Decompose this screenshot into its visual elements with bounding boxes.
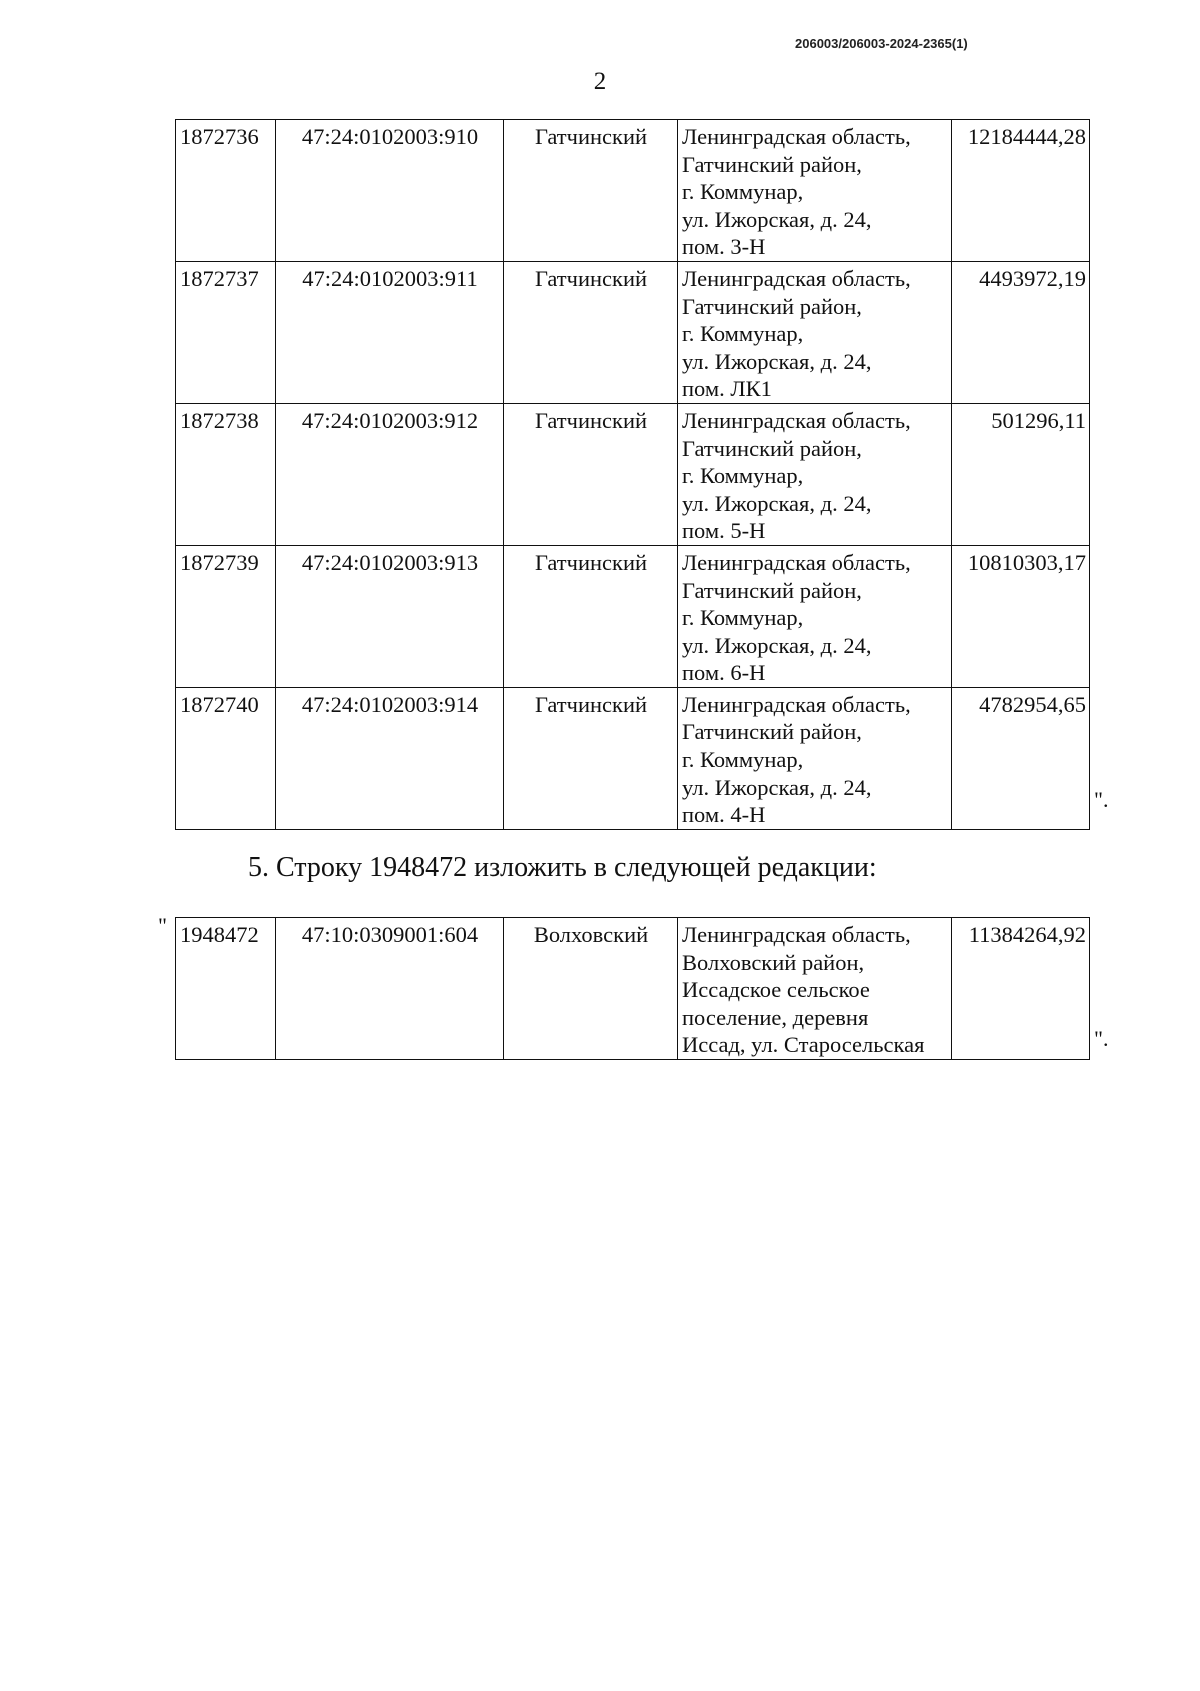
district: Гатчинский bbox=[504, 545, 678, 687]
district: Гатчинский bbox=[504, 403, 678, 545]
address bbox=[678, 918, 952, 1060]
row-number: 1872737 bbox=[176, 261, 276, 403]
address-line: ул. Ижорская, д. 24, bbox=[682, 490, 872, 516]
address bbox=[678, 687, 952, 829]
row-number: 1872738 bbox=[176, 403, 276, 545]
address-line: г. Коммунар, bbox=[682, 605, 804, 631]
closing-quote: ". bbox=[1094, 787, 1109, 812]
cadastral-value: 501296,11 bbox=[952, 403, 1090, 545]
address-line: Ленинградская область, bbox=[682, 691, 911, 717]
address bbox=[678, 261, 952, 403]
cadastral-number: 47:24:0102003:914 bbox=[276, 687, 504, 829]
table-row bbox=[176, 545, 1090, 687]
district: Волховский bbox=[504, 918, 678, 1060]
table-row bbox=[176, 403, 1090, 545]
property-table-amended bbox=[175, 917, 1090, 1060]
address-line: Ленинградская область, bbox=[682, 407, 911, 433]
address-line: Гатчинский район, bbox=[682, 293, 862, 319]
district: Гатчинский bbox=[504, 687, 678, 829]
cadastral-value: 10810303,17 bbox=[952, 545, 1090, 687]
cadastral-value: 4782954,65 bbox=[952, 687, 1090, 829]
address-line: пом. ЛК1 bbox=[682, 376, 772, 402]
row-number: 1872736 bbox=[176, 120, 276, 262]
row-number: 1948472 bbox=[176, 918, 276, 1060]
cadastral-number: 47:24:0102003:910 bbox=[276, 120, 504, 262]
district: Гатчинский bbox=[504, 120, 678, 262]
table-row bbox=[176, 120, 1090, 262]
table-row bbox=[176, 687, 1090, 829]
address-line: поселение, деревня bbox=[682, 1004, 869, 1030]
address-line: Иссадское сельское bbox=[682, 977, 870, 1003]
page-number: 2 bbox=[593, 68, 607, 95]
cadastral-number: 47:24:0102003:911 bbox=[276, 261, 504, 403]
document-id: 206003/206003-2024-2365(1) bbox=[795, 36, 968, 51]
address-line: Ленинградская область, bbox=[682, 922, 911, 947]
opening-quote: " bbox=[158, 913, 167, 938]
address-line: г. Коммунар, bbox=[682, 321, 804, 347]
address-line: Ленинградская область, bbox=[682, 265, 911, 291]
address-line: пом. 6-Н bbox=[682, 660, 766, 686]
row-number: 1872739 bbox=[176, 545, 276, 687]
table-row bbox=[176, 918, 1090, 1060]
closing-quote: ". bbox=[1094, 1026, 1109, 1051]
address-line: Ленинградская область, bbox=[682, 124, 911, 149]
address-line: ул. Ижорская, д. 24, bbox=[682, 632, 872, 658]
address-line: Гатчинский район, bbox=[682, 577, 862, 603]
row-number: 1872740 bbox=[176, 687, 276, 829]
address bbox=[678, 545, 952, 687]
address-line: пом. 3-Н bbox=[682, 234, 766, 260]
cadastral-number: 47:24:0102003:912 bbox=[276, 403, 504, 545]
address-line: Гатчинский район, bbox=[682, 719, 862, 745]
address-line: пом. 5-Н bbox=[682, 518, 766, 544]
address-line: ул. Ижорская, д. 24, bbox=[682, 206, 872, 232]
address-line: Гатчинский район, bbox=[682, 151, 862, 177]
address-line: ул. Ижорская, д. 24, bbox=[682, 348, 872, 374]
cadastral-value: 12184444,28 bbox=[952, 120, 1090, 262]
district: Гатчинский bbox=[504, 261, 678, 403]
section-heading: 5. Строку 1948472 изложить в следующей редакции: bbox=[248, 852, 877, 883]
address-line: Иссад, ул. Старосельская bbox=[682, 1032, 925, 1058]
cadastral-value: 4493972,19 bbox=[952, 261, 1090, 403]
table-row bbox=[176, 261, 1090, 403]
address-line: Волховский район, bbox=[682, 949, 865, 975]
address bbox=[678, 120, 952, 262]
address-line: Ленинградская область, bbox=[682, 549, 911, 575]
address-line: пом. 4-Н bbox=[682, 802, 766, 828]
address-line: г. Коммунар, bbox=[682, 747, 804, 773]
cadastral-value: 11384264,92 bbox=[952, 918, 1090, 1060]
cadastral-number: 47:10:0309001:604 bbox=[276, 918, 504, 1060]
address-line: Гатчинский район, bbox=[682, 435, 862, 461]
address bbox=[678, 403, 952, 545]
address-line: г. Коммунар, bbox=[682, 463, 804, 489]
cadastral-number: 47:24:0102003:913 bbox=[276, 545, 504, 687]
address-line: г. Коммунар, bbox=[682, 179, 804, 205]
property-table bbox=[175, 119, 1090, 830]
address-line: ул. Ижорская, д. 24, bbox=[682, 774, 872, 800]
